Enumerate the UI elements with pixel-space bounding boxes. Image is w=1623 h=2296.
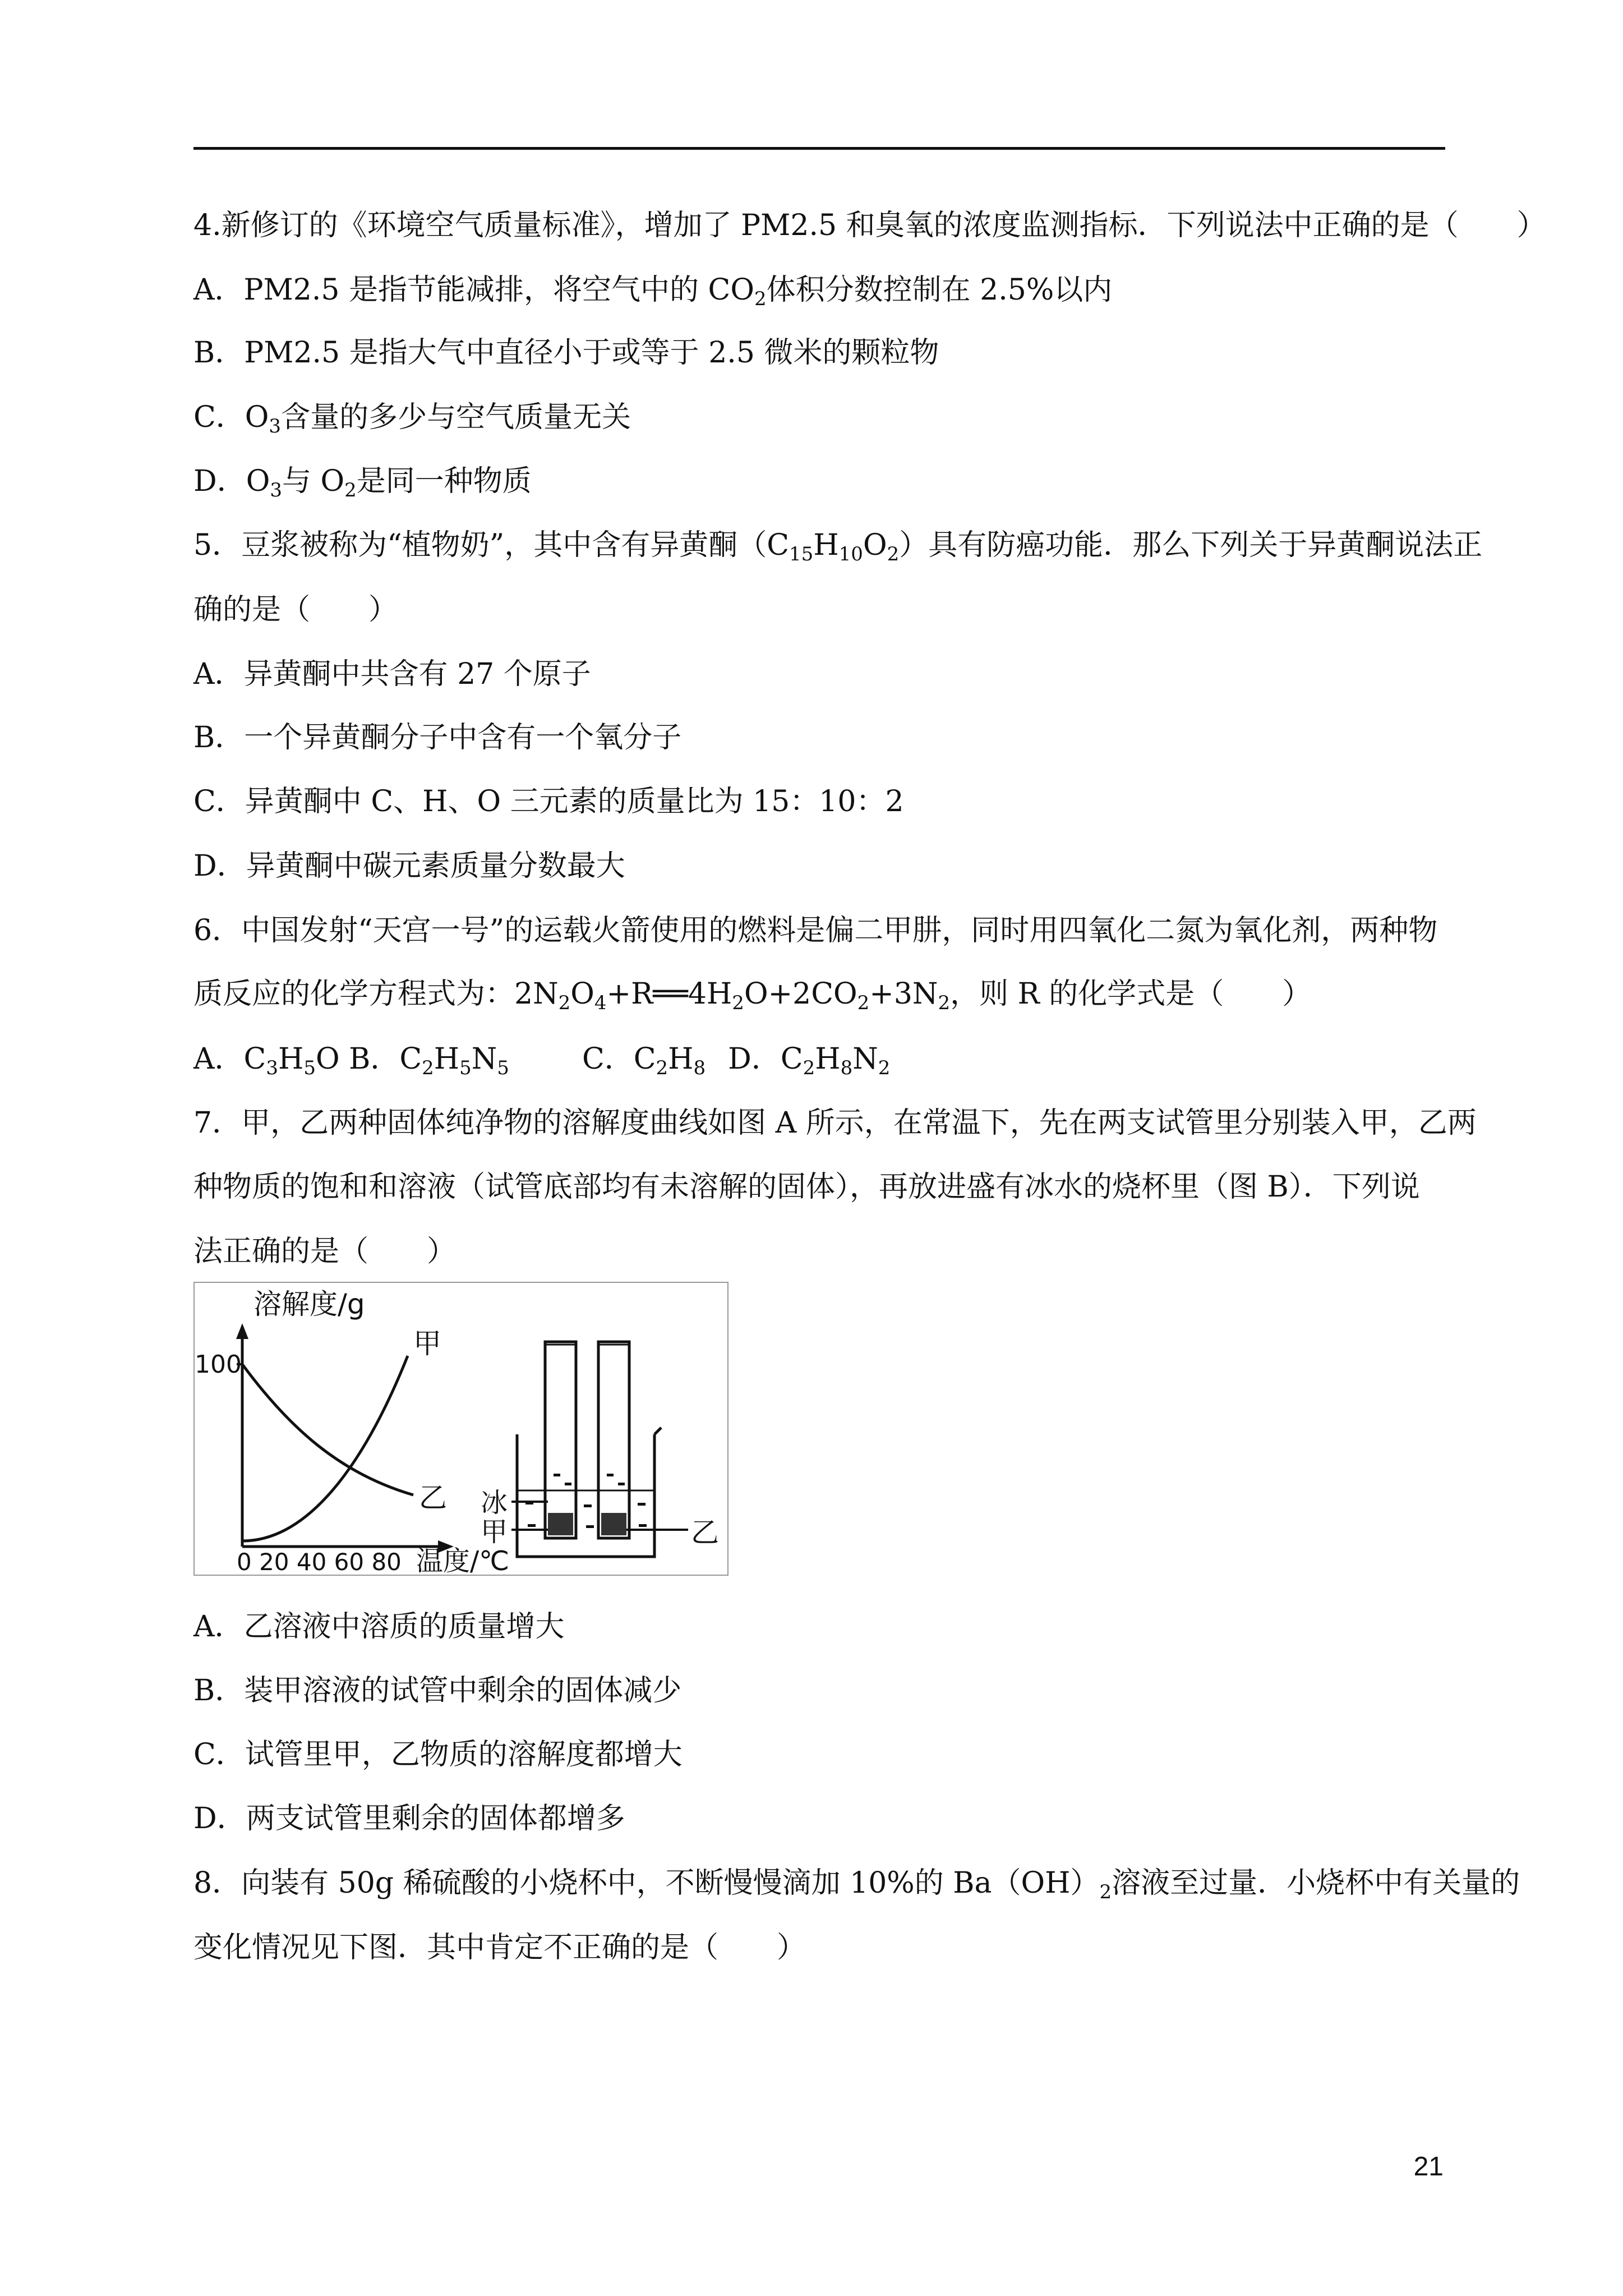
curve-yi <box>242 1364 413 1495</box>
q5-stem-line2: 确的是（ ） <box>193 593 398 627</box>
q4-option-c: C．$O_3$含量的多少与空气质量无关 <box>193 401 631 438</box>
q5-option-d: D．异黄酮中碳元素质量分数最大 <box>193 849 625 883</box>
q7-option-a: A．乙溶液中溶质的质量增大 <box>193 1610 565 1644</box>
q6-options: A．$C_3H_5O$ B．$C_2H_5N_5$ C．$C_2H_8$ D．$C_2H_8N_2$ <box>193 1042 891 1079</box>
q6-stem-line1: 6．中国发射“天宫一号”的运载火箭使用的燃料是偏二甲肼，同时用四氧化二氮为氧化剂，两种物 <box>193 914 1438 947</box>
solid-residue <box>548 1513 626 1535</box>
q7-option-d: D．两支试管里剩余的固体都增多 <box>193 1802 625 1835</box>
test-tube-jia <box>545 1342 576 1538</box>
q4-option-b: B．PM2.5 是指大气中直径小于或等于 2.5 微米的颗粒物 <box>193 336 939 370</box>
label-jia: 甲 <box>481 1516 508 1548</box>
x-axis-label: 温度/℃ <box>416 1545 510 1575</box>
y-axis-label: 溶解度/g <box>253 1288 365 1320</box>
q8-stem-line1: 8．向装有 50g 稀硫酸的小烧杯中，不断慢慢滴加 10%的 $Ba(OH)_2$溶液至过量．小烧杯中有关量的 <box>193 1866 1520 1903</box>
curve-jia <box>242 1356 408 1541</box>
q7-stem-line3: 法正确的是（ ） <box>193 1235 457 1268</box>
q5-option-c: C．异黄酮中 C、H、O 三元素的质量比为 15：10：2 <box>193 785 904 818</box>
label-yi: 乙 <box>691 1516 719 1549</box>
x-tick-labels: 0 20 40 60 80 <box>237 1548 402 1575</box>
y-tick-label: 100 <box>195 1350 242 1379</box>
beaker-lip <box>654 1428 661 1434</box>
q8-stem-line2: 变化情况见下图．其中肯定不正确的是（ ） <box>193 1931 806 1964</box>
q6-stem-line2: 质反应的化学方程式为：$2N_2O_4+R══4H_2O+2CO_2+3N_2$，则 R 的化学式是（ ） <box>193 977 1312 1014</box>
beaker <box>517 1434 654 1557</box>
q4-option-d: D．$O_3$与 $O_2$是同一种物质 <box>193 464 532 501</box>
q7-figure-svg <box>195 1283 727 1575</box>
q7-stem-line1: 7．甲，乙两种固体纯净物的溶解度曲线如图 A 所示，在常温下，先在两支试管里分别装入甲，乙两 <box>193 1106 1477 1140</box>
test-tube-yi <box>598 1342 629 1538</box>
label-bing: 冰 <box>481 1487 508 1519</box>
q7-option-b: B．装甲溶液的试管中剩余的固体减少 <box>193 1674 682 1708</box>
q7-stem-line2: 种物质的饱和和溶液（试管底部均有未溶解的固体），再放进盛有冰水的烧杯里（图 B）．下列说 <box>193 1170 1420 1204</box>
curve-yi-label: 乙 <box>419 1481 447 1514</box>
q4-stem: 4.新修订的《环境空气质量标准》，增加了 PM2.5 和臭氧的浓度监测指标．下列说法中正确的是（ ） <box>193 209 1546 242</box>
q4-option-a: A．PM2.5 是指节能减排，将空气中的 $CO_2$体积分数控制在 2.5%以内 <box>193 273 1113 310</box>
q5-option-a: A．异黄酮中共含有 27 个原子 <box>193 657 591 691</box>
curve-jia-label: 甲 <box>413 1327 441 1360</box>
q7-option-c: C．试管里甲，乙物质的溶解度都增大 <box>193 1738 683 1772</box>
page-number: 21 <box>1413 2152 1444 2182</box>
header-rule <box>193 147 1445 150</box>
q7-figure <box>193 1282 728 1576</box>
q5-option-b: B．一个异黄酮分子中含有一个氧分子 <box>193 721 682 754</box>
q5-stem-line1: 5．豆浆被称为“植物奶”，其中含有异黄酮$(C_{15}H_{10}O_2)$具有防癌功能．那么下列关于异黄酮说法正 <box>193 528 1483 565</box>
y-axis-arrow <box>236 1323 248 1339</box>
